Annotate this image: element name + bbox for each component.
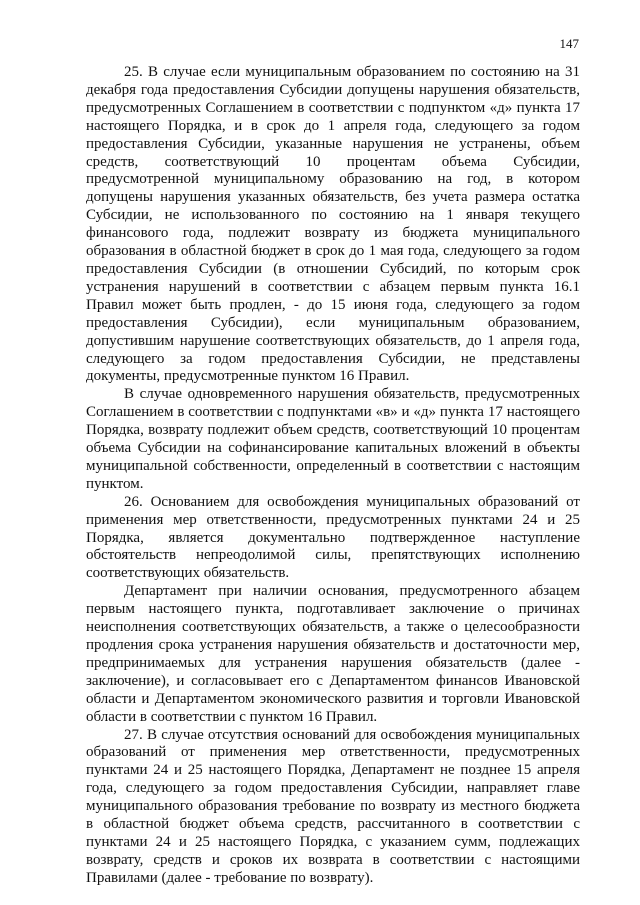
page-number: 147	[559, 36, 579, 51]
paragraph-26-department-conclusion: Департамент при наличии основания, предусмотренного абзацем первым настоящего пункта, подготавливает заключение о причинах неисполнения соответствующих обязательств, а также о целесообразности продления срока устранения нарушения обязательств и достаточности мер, предпринимаемых для устранения нарушения обязательств (далее - заключение), и согласовывает его с Департаментом финансов Ивановской области и Департаментом экономического развития и торговли Ивановской области в соответствии с пунктом 16 Правил.	[86, 583, 580, 725]
paragraph-27: 27. В случае отсутствия оснований для освобождения муниципальных образований от применения мер ответственности, предусмотренных пунктами 24 и 25 настоящего Порядка, Департамент не позднее 15 апреля года, следующего за годом предоставления Субсидии, направляет главе муниципального образования требование по возврату из местного бюджета в областной бюджет объема средств, рассчитанного в соответствии с пунктами 24 и 25 настоящего Порядка, с указанием сумм, подлежащих возврату, средств и сроков их возврата в соответствии с настоящими Правилами (далее - требование по возврату).	[86, 726, 580, 886]
paragraph-25-simultaneous-violation: В случае одновременного нарушения обязательств, предусмотренных Соглашением в соответствии с подпунктами «в» и «д» пункта 17 настоящего Порядка, возврату подлежит объем средств, соответствующий 10 процентам объема Субсидии на софинансирование капитальных вложений в объекты муниципальной собственности, определенный в соответствии с настоящим пунктом.	[86, 386, 580, 492]
paragraph-26: 26. Основанием для освобождения муниципальных образований от применения мер ответственности, предусмотренных пунктами 24 и 25 Порядка, является документально подтвержденное наступление обстоятельств непреодолимой силы, препятствующих исполнению соответствующих обязательств.	[86, 493, 580, 582]
document-body	[86, 64, 580, 888]
paragraph-25: 25. В случае если муниципальным образованием по состоянию на 31 декабря года предоставления Субсидии допущены нарушения обязательств, предусмотренных Соглашением в соответствии с подпунктом «д» пункта 17 настоящего Порядка, и в срок до 1 апреля года, следующего за годом предоставления Субсидии, указанные нарушения не устранены, объем средств, соответствующий 10 процентам объема Субсидии, предусмотренной муниципальному образованию на год, в котором допущены нарушения указанных обязательств, без учета размера остатка Субсидии, не использованного по состоянию на 1 января текущего финансового года, подлежит возврату из бюджета муниципального образования в областной бюджет в срок до 1 мая года, следующего за годом предоставления Субсидии (в отношении Субсидий, по которым срок устранения нарушений в соответствии с абзацем первым пункта 16.1 Правил может быть продлен, - до 15 июня года, следующего за годом предоставления Субсидии), если муниципальным образованием, допустившим нарушение соответствующих обязательств, до 1 апреля года, следующего за годом предоставления Субсидии, не представлены документы, предусмотренные пунктом 16 Правил.	[86, 64, 580, 385]
